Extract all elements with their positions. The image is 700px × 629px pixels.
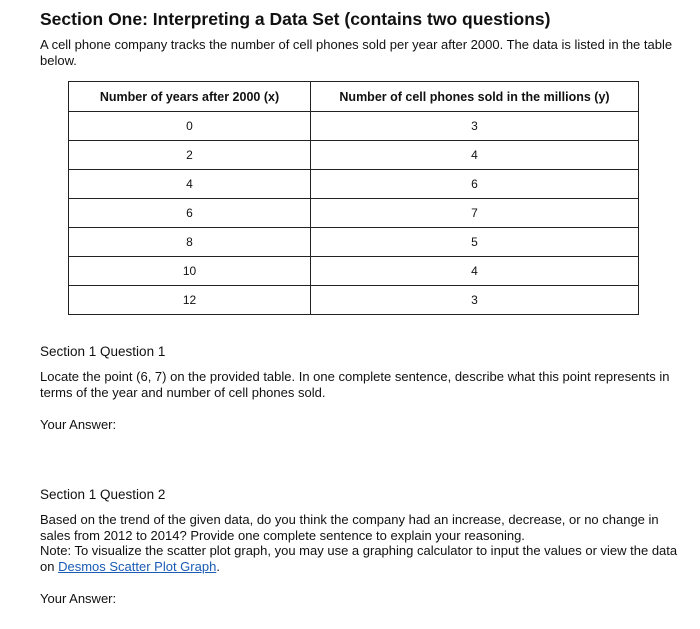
table-cell-x: 2 xyxy=(69,141,311,170)
data-table xyxy=(68,81,639,315)
table-cell-y: 7 xyxy=(311,199,639,228)
table-row xyxy=(69,228,639,257)
question-2-heading: Section 1 Question 2 xyxy=(40,487,166,502)
column-header-x: Number of years after 2000 (x) xyxy=(69,82,311,112)
question-1-heading: Section 1 Question 1 xyxy=(40,344,166,359)
intro-paragraph: A cell phone company tracks the number of cell phones sold per year after 2000. The data is listed in the table below. xyxy=(40,37,673,68)
table-cell-y: 5 xyxy=(311,228,639,257)
table-row xyxy=(69,257,639,286)
table-cell-x: 12 xyxy=(69,286,311,315)
question-1-answer-label: Your Answer: xyxy=(40,417,117,432)
question-2-note: Note: To visualize the scatter plot graph, you may use a graphing calculator to input the values or view the data on xyxy=(40,543,678,574)
table-cell-x: 4 xyxy=(69,170,311,199)
table-cell-x: 8 xyxy=(69,228,311,257)
table-row xyxy=(69,170,639,199)
table-row xyxy=(69,199,639,228)
column-header-y: Number of cell phones sold in the millions (y) xyxy=(311,82,639,112)
question-2-prompt: Based on the trend of the given data, do you think the company had an increase, decrease, or no change in sales from 2012 to 2014? Provide one complete sentence to explain your reasoning. xyxy=(40,512,659,543)
table-cell-y: 6 xyxy=(311,170,639,199)
table-header-row xyxy=(69,82,639,112)
table-cell-y: 4 xyxy=(311,257,639,286)
question-2-block xyxy=(40,486,680,607)
table-cell-x: 0 xyxy=(69,112,311,141)
desmos-link[interactable]: Desmos Scatter Plot Graph xyxy=(58,558,217,574)
table-row xyxy=(69,141,639,170)
table-row xyxy=(69,112,639,141)
document-page xyxy=(40,8,680,606)
table-cell-y: 4 xyxy=(311,141,639,170)
section-title: Section One: Interpreting a Data Set (contains two questions) xyxy=(40,9,551,29)
table-cell-y: 3 xyxy=(311,286,639,315)
table-cell-y: 3 xyxy=(311,112,639,141)
question-2-answer-label: Your Answer: xyxy=(40,591,117,606)
table-cell-x: 6 xyxy=(69,199,311,228)
question-2-note-end: . xyxy=(216,558,220,574)
question-1-block xyxy=(40,343,680,433)
table-cell-x: 10 xyxy=(69,257,311,286)
table-row xyxy=(69,286,639,315)
question-2-text xyxy=(40,512,680,574)
question-1-text: Locate the point (6, 7) on the provided table. In one complete sentence, describe what this point represents in terms of the year and number of cell phones sold. xyxy=(40,369,670,400)
